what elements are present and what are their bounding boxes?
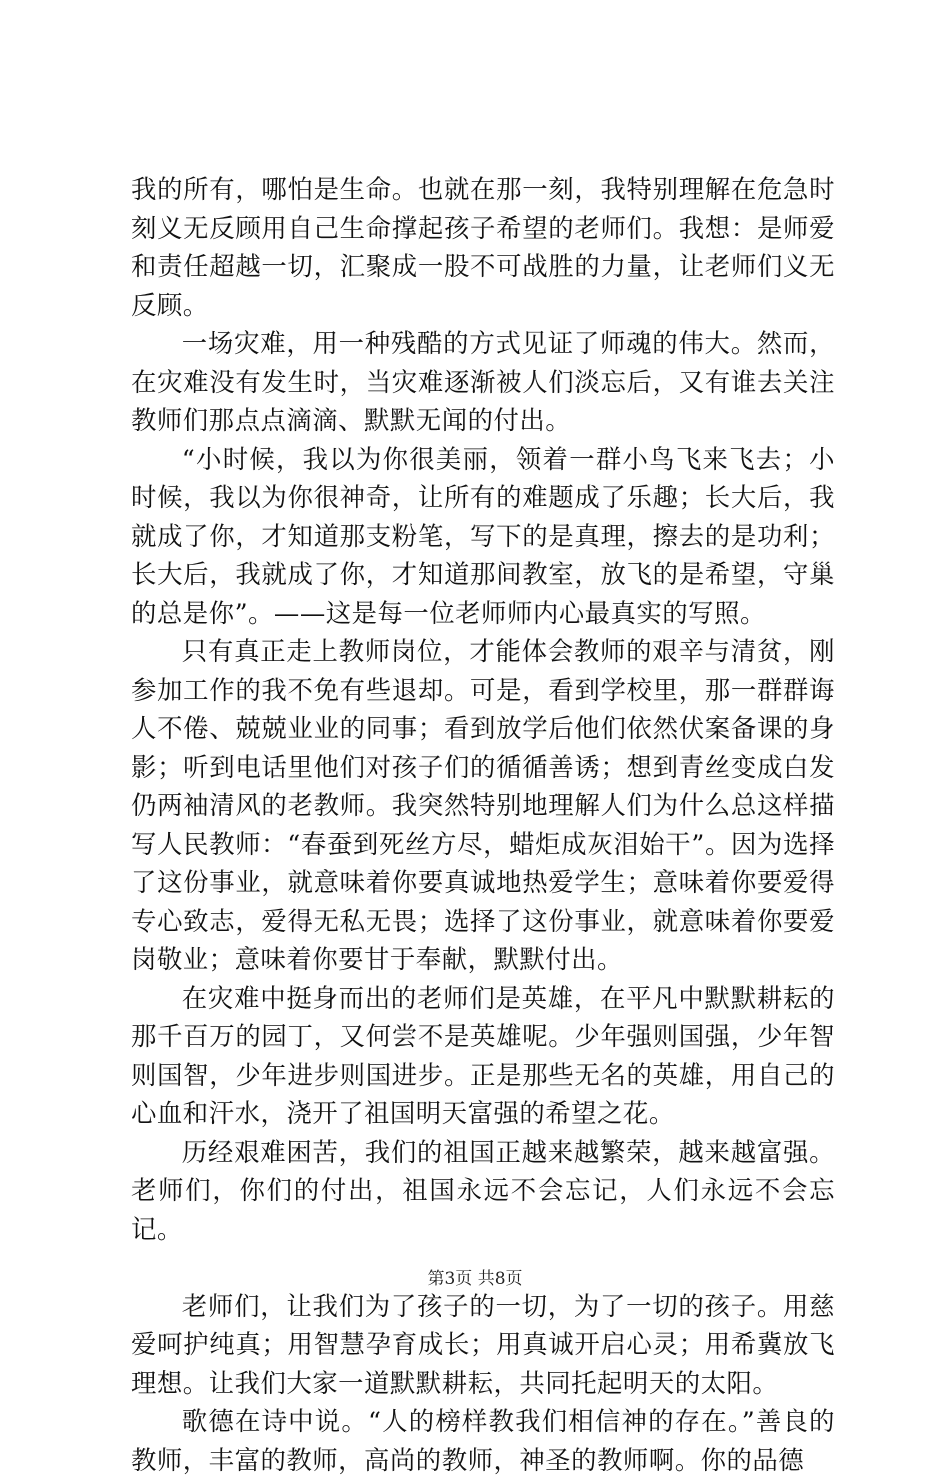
paragraph-2: 一场灾难，用一种残酷的方式见证了师魂的伟大。然而，在灾难没有发生时，当灾难逐渐被人们淡忘后，又有谁去关注教师们那点点滴滴、默默无闻的付出。 (131, 328, 835, 435)
paragraph-7: 老师们，让我们为了孩子的一切，为了一切的孩子。用慈爱呵护纯真；用智慧孕育成长；用真诚开启心灵；用希冀放飞理想。让我们大家一道默默耕耘，共同托起明天的太阳。 (131, 1290, 835, 1398)
paragraph-3: “小时候，我以为你很美丽，领着一群小鸟飞来飞去；小时候，我以为你很神奇，让所有的难题成了乐趣；长大后，我就成了你，才知道那支粉笔，写下的是真理，擦去的是功利；长大后，我就成了你，才知道那间教室，放飞的是希望，守巢的总是你”。——这是每一位老师师内心最真实的写照。 (131, 443, 835, 628)
paragraph-4: 只有真正走上教师岗位，才能体会教师的艰辛与清贫，刚参加工作的我不免有些退却。可是，看到学校里，那一群群诲人不倦、兢兢业业的同事；看到放学后他们依然伏案备课的身影；听到电话里他们对孩子们的循循善诱；想到青丝变成白发仍两袖清风的老教师。我突然特别地理解人们为什么总这样描写人民教师：“春蚕到死丝方尽，蜡炬成灰泪始干”。因为选择了这份事业，就意味着你要真诚地热爱学生；意味着你要爱得专心致志，爱得无私无畏；选择了这份事业，就意味着你要爱岗敬业；意味着你要甘于奉献，默默付出。 (131, 636, 835, 974)
paragraph-6: 历经艰难困苦，我们的祖国正越来越繁荣，越来越富强。老师们，你们的付出，祖国永远不会忘记，人们永远不会忘记。 (131, 1136, 835, 1244)
paragraph-5: 在灾难中挺身而出的老师们是英雄，在平凡中默默耕耘的那千百万的园丁，又何尝不是英雄呢。少年强则国强，少年智则国智，少年进步则国进步。正是那些无名的英雄，用自己的心血和汗水，浇开了祖国明天富强的希望之花。 (131, 982, 835, 1128)
paragraph-1: 我的所有，哪怕是生命。也就在那一刻，我特别理解在危急时刻义无反顾用自己生命撑起孩子希望的老师们。我想：是师爱和责任超越一切，汇聚成一股不可战胜的力量，让老师们义无反顾。 (131, 174, 835, 320)
paragraph-8: 歌德在诗中说。“人的榜样教我们相信神的存在。”善良的教师，丰富的教师，高尚的教师，神圣的教师啊。你的品德 (131, 1406, 835, 1475)
page-number-footer: 第3页 共8页 (427, 1269, 523, 1289)
